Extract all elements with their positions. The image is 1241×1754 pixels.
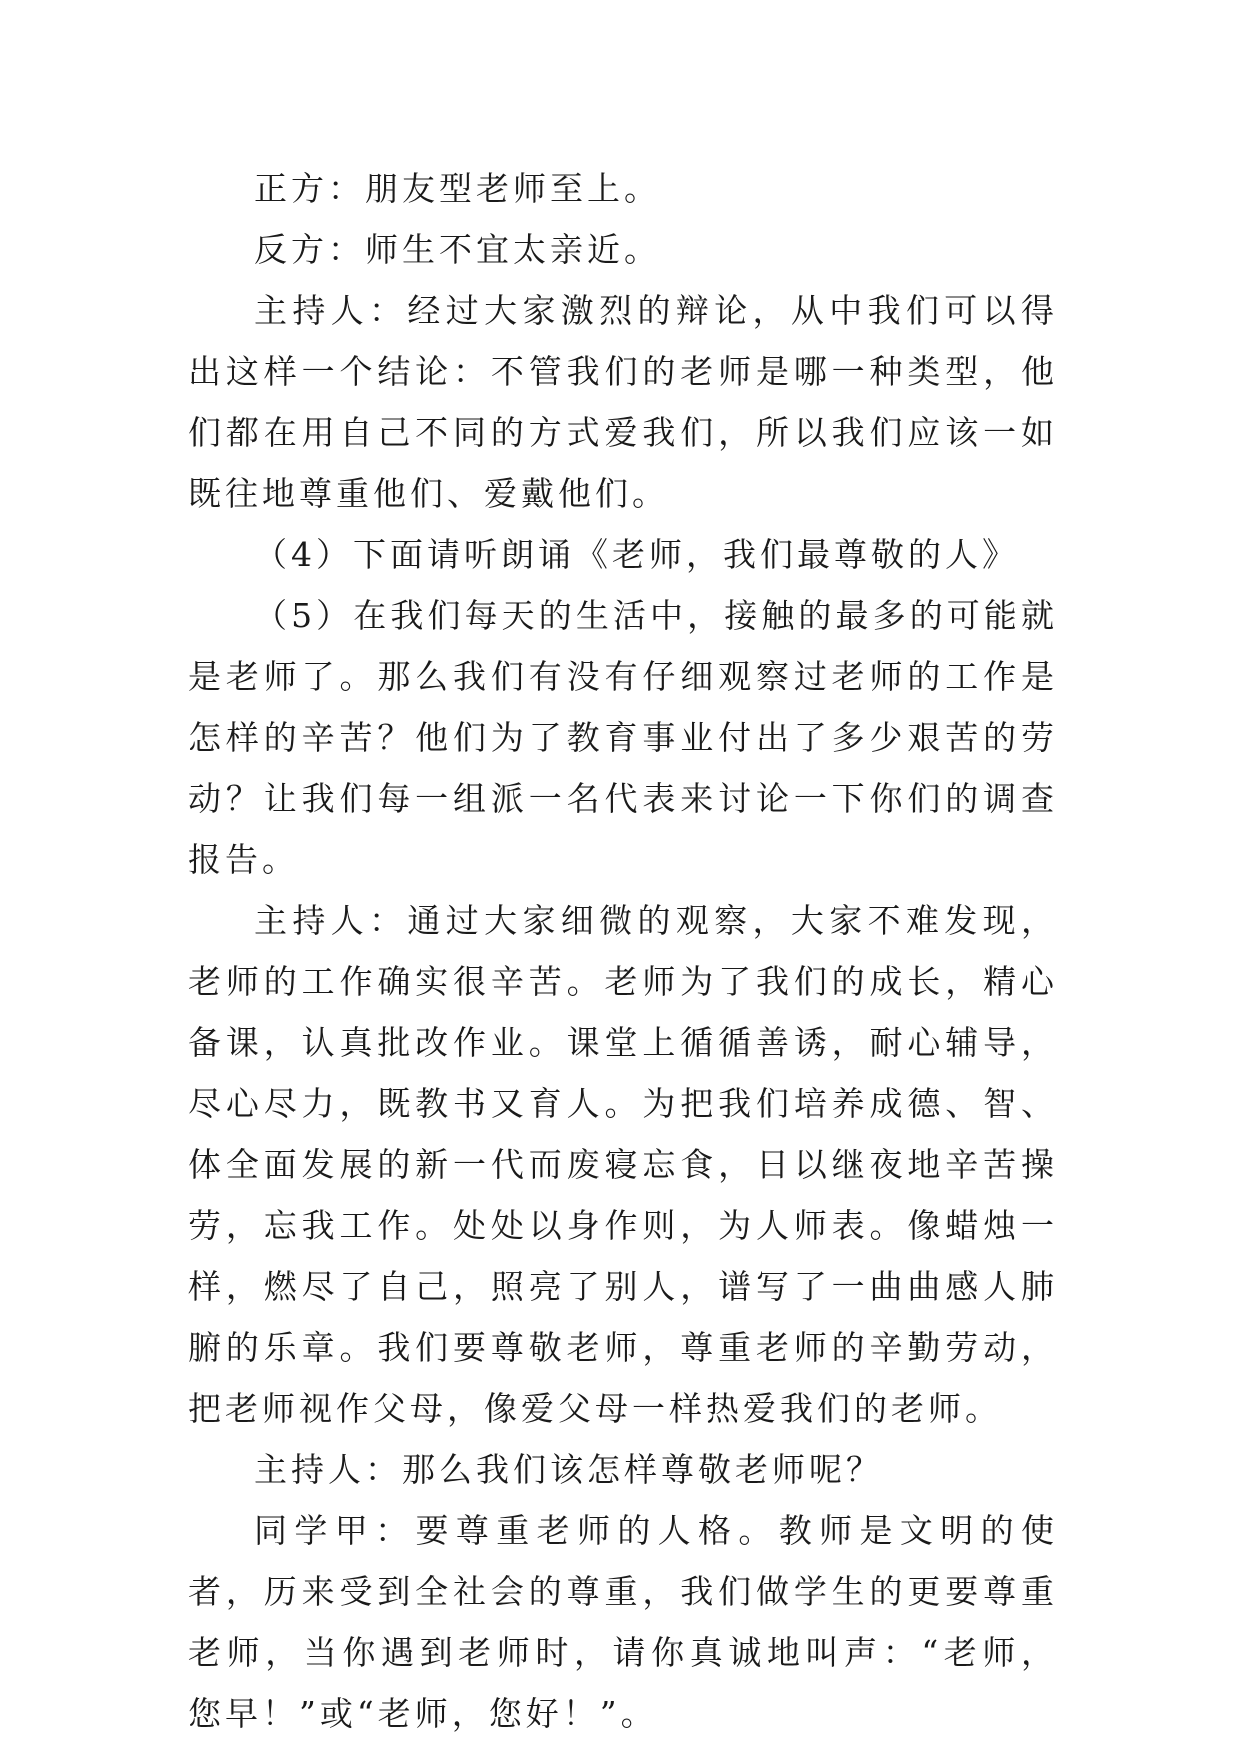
paragraph-host-conclusion: 主持人：经过大家激烈的辩论，从中我们可以得出这样一个结论：不管我们的老师是哪一种类型，他们都在用自己不同的方式爱我们，所以我们应该一如既往地尊重他们、爱戴他们。 xyxy=(188,291,1058,513)
paragraph-host-question: 主持人：那么我们该怎样尊敬老师呢？ xyxy=(254,1450,883,1489)
paragraph-host-observation: 主持人：通过大家细微的观察，大家不难发现，老师的工作确实很辛苦。老师为了我们的成长，精心备课，认真批改作业。课堂上循循善诱，耐心辅导，尽心尽力，既教书又育人。为把我们培养成德、智、体全面发展的新一代而废寝忘食，日以继夜地辛苦操劳，忘我工作。处处以身作则，为人师表。像蜡烛一样，燃尽了自己，照亮了别人，谱写了一曲曲感人肺腑的乐章。我们要尊敬老师，尊重老师的辛勤劳动，把老师视作父母，像爱父母一样热爱我们的老师。 xyxy=(188,901,1058,1428)
paragraph-negative: 反方：师生不宜太亲近。 xyxy=(254,230,661,269)
document-body xyxy=(188,158,1058,1744)
paragraph-item-5: （5）在我们每天的生活中，接触的最多的可能就是老师了。那么我们有没有仔细观察过老师的工作是怎样的辛苦？他们为了教育事业付出了多少艰苦的劳动？让我们每一组派一名代表来讨论一下你们的调查报告。 xyxy=(188,596,1058,879)
paragraph-item-4: （4）下面请听朗诵《老师，我们最尊敬的人》 xyxy=(254,535,1019,574)
paragraph-affirmative: 正方：朋友型老师至上。 xyxy=(254,169,661,208)
paragraph-student-a: 同学甲：要尊重老师的人格。教师是文明的使者，历来受到全社会的尊重，我们做学生的更要尊重老师，当你遇到老师时，请你真诚地叫声：“老师，您早！”或“老师，您好！”。 xyxy=(188,1511,1058,1733)
